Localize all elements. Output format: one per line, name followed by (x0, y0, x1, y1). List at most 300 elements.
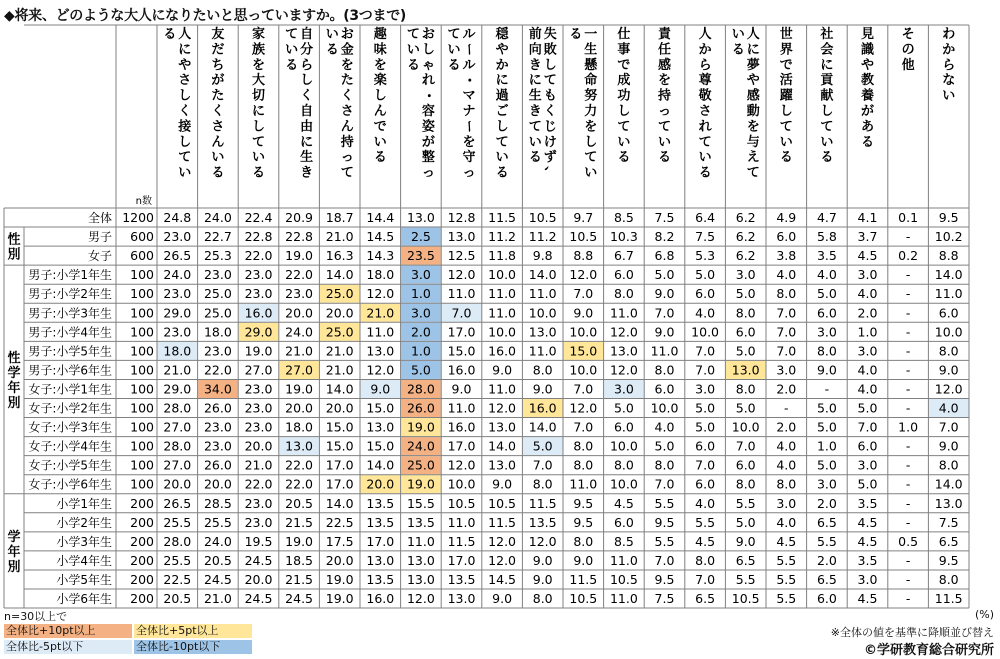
legend-lightblue-label: 全体比-5pt以下 (6, 640, 84, 653)
column-header (529, 26, 558, 179)
column-header-char: く (211, 104, 225, 119)
cell-value: 24.5 (285, 591, 314, 607)
cell-value: 14.0 (325, 381, 354, 397)
cell-value: 12.0 (447, 267, 476, 283)
cell-value: 9.0 (654, 286, 675, 302)
column-header-char: い (584, 165, 598, 181)
column-header-char: あ (860, 119, 875, 135)
column-header-char: ち (211, 57, 225, 73)
cell-value: 17.5 (325, 533, 354, 549)
cell-value: 12.0 (406, 591, 435, 607)
column-header (698, 27, 713, 181)
cell-value: 5.5 (654, 495, 675, 511)
cell-value: 24.5 (203, 571, 232, 587)
row-n: 200 (130, 571, 154, 587)
row-n: 200 (130, 495, 154, 511)
cell-value: 3.0 (776, 362, 797, 378)
column-header-char: 由 (300, 119, 314, 135)
cell-value: 11.5 (488, 514, 517, 530)
cell-value: 4.0 (857, 286, 878, 302)
cell-value: 2.0 (776, 381, 797, 397)
column-header-char: し (617, 104, 631, 119)
cell-value: 10.0 (528, 305, 557, 321)
cell-value: 13.0 (406, 552, 435, 568)
column-header-char: を (251, 57, 266, 73)
cell-value: 4.0 (857, 362, 878, 378)
cell-value: 5.0 (735, 400, 756, 416)
column-header-char: に (495, 73, 509, 89)
row-n: 100 (130, 343, 154, 359)
cell-value: 6.0 (695, 476, 716, 492)
column-header-char: い (178, 165, 192, 181)
cell-value: 9.0 (938, 438, 959, 454)
cell-value: 24.0 (163, 267, 192, 283)
cell-value: 5.0 (613, 400, 634, 416)
cell-value: 4.5 (857, 248, 878, 264)
cell-value: 6.2 (735, 229, 756, 245)
cell-value: 18.0 (285, 419, 314, 435)
cell-value: 5.0 (735, 286, 756, 302)
row-n: 200 (130, 591, 154, 607)
column-header-char: 貢 (820, 73, 834, 89)
cell-value: 5.5 (776, 552, 797, 568)
cell-value: 4.5 (857, 514, 878, 530)
cell-value: 3.5 (816, 248, 837, 264)
column-header-char: 生 (300, 150, 314, 166)
group-label-char: 別 (7, 559, 21, 575)
cell-value: 23.5 (406, 248, 435, 264)
cell-value: 20.0 (163, 476, 192, 492)
cell-value: 6.0 (938, 305, 959, 321)
cell-value: 3.0 (857, 267, 878, 283)
cell-value: 8.8 (573, 248, 594, 264)
cell-value: 20.0 (325, 400, 354, 416)
cell-value: 1.0 (857, 324, 878, 340)
column-header-char: い (820, 134, 834, 150)
cell-value: 4.0 (654, 419, 675, 435)
cell-value: 3.0 (410, 305, 431, 321)
cell-value: - (905, 571, 911, 587)
column-header-char: く (178, 104, 192, 119)
cell-value: 8.0 (938, 571, 959, 587)
cell-value: 8.0 (695, 552, 716, 568)
cell-value: 23.0 (163, 286, 192, 302)
column-header-char: ナ (462, 104, 476, 119)
cell-value: 14.0 (325, 495, 354, 511)
row-label: 女子:小学6年生 (28, 477, 112, 492)
unit-label: (%) (974, 608, 994, 621)
cell-value: 5.5 (776, 571, 797, 587)
row-n: 100 (130, 305, 154, 321)
column-header-char: 人 (746, 27, 760, 42)
cell-value: 28.0 (163, 438, 192, 454)
row-n: 200 (130, 533, 154, 549)
cell-value: 13.0 (488, 457, 517, 473)
group-label-char: 年 (7, 380, 21, 396)
cell-value: - (905, 381, 911, 397)
column-header-char: で (617, 57, 631, 73)
cell-value: 20.5 (203, 552, 232, 568)
column-header-char: い (406, 42, 420, 58)
cell-value: 14.0 (488, 438, 517, 454)
cell-value: 6.0 (735, 324, 756, 340)
row-label: 小学3年生 (56, 534, 112, 549)
column-header-char: 容 (421, 104, 435, 119)
row-n: 100 (130, 438, 154, 454)
column-header-char: ら (942, 57, 956, 73)
column-header-char: て (340, 165, 354, 181)
column-header-char: て (617, 119, 631, 135)
cell-value: 23.0 (244, 419, 273, 435)
column-header (252, 26, 265, 181)
cell-value: - (905, 514, 911, 530)
cell-value: 0.5 (898, 533, 919, 549)
cell-value: 17.0 (447, 552, 476, 568)
row-label: 男子:小学6年生 (28, 363, 112, 378)
cell-value: 10.3 (609, 229, 638, 245)
cell-value: 7.0 (532, 457, 553, 473)
column-header-char: き (528, 57, 542, 73)
cell-value: 18.0 (366, 267, 395, 283)
column-header (860, 26, 875, 150)
row-label: 女子 (87, 249, 112, 264)
row-label: 男子 (87, 230, 112, 245)
row-n: 100 (130, 476, 154, 492)
row-n: 100 (130, 400, 154, 416)
cell-value: 3.0 (410, 267, 431, 283)
column-header (732, 27, 760, 181)
column-header-char: 一 (584, 27, 598, 42)
column-header-char: 事 (617, 42, 631, 58)
cell-value: 15.0 (569, 343, 598, 359)
cell-value: 4.0 (857, 381, 878, 397)
column-header-char: 過 (495, 88, 509, 104)
cell-value: 7.0 (573, 419, 594, 435)
cell-value: 10.5 (609, 571, 638, 587)
column-header-char: だ (211, 42, 225, 58)
cell-value: 11.0 (528, 343, 557, 359)
cell-value: 21.0 (325, 362, 354, 378)
column-header-char: 社 (820, 27, 834, 42)
cell-value: 14.0 (934, 267, 963, 283)
cell-value: 6.5 (735, 552, 756, 568)
column-header-char: 楽 (373, 73, 387, 89)
column-header-char: て (285, 27, 299, 42)
group-label-char: 年 (7, 544, 21, 560)
column-header-char: て (584, 150, 598, 166)
column-header-char: 世 (779, 27, 793, 42)
cell-value: 3.0 (857, 457, 878, 473)
cell-value: - (905, 286, 911, 302)
cell-value: 4.0 (938, 400, 959, 416)
cell-value: 13.0 (366, 343, 395, 359)
column-header-char: 与 (746, 134, 760, 150)
cell-value: 5.5 (816, 533, 837, 549)
cell-value: 10.0 (488, 267, 517, 283)
cell-value: 11.0 (569, 476, 598, 492)
column-header-char: じ (543, 119, 557, 135)
column-header-char: が (211, 73, 225, 89)
column-header-char: 養 (860, 88, 875, 104)
cell-value: 19.5 (244, 533, 273, 549)
cell-value: 6.0 (613, 419, 634, 435)
cell-value: 9.5 (654, 514, 675, 530)
column-header-char: を (584, 119, 598, 135)
cell-value: 10.5 (569, 591, 598, 607)
cell-value: - (905, 476, 911, 492)
cell-value: 7.0 (573, 286, 594, 302)
column-header-char: ー (461, 42, 476, 56)
column-header-char: も (543, 88, 557, 104)
group-label-char: 学 (7, 529, 21, 545)
column-header-char: 界 (779, 42, 793, 58)
column-header-char: か (698, 42, 712, 58)
cell-value: 20.0 (325, 305, 354, 321)
column-header-char: 切 (251, 88, 266, 104)
cell-value: 11.2 (488, 229, 517, 245)
cell-value: 8.0 (573, 438, 594, 454)
group-label-char: 別 (7, 247, 21, 263)
cell-value: 19.0 (244, 343, 273, 359)
cell-value: 10.5 (528, 210, 557, 226)
column-header-char: し (820, 104, 834, 119)
cell-value: 26.5 (163, 495, 192, 511)
cell-value: 12.0 (569, 400, 598, 416)
cell-value: 5.0 (816, 400, 837, 416)
cell-value: 9.0 (532, 571, 553, 587)
cell-value: 9.5 (938, 210, 959, 226)
cell-value: 4.5 (776, 533, 797, 549)
column-header-char: っ (657, 104, 672, 119)
group-label-char: 別 (7, 395, 21, 411)
cell-value: 5.0 (695, 419, 716, 435)
cell-value: 5.0 (816, 457, 837, 473)
cell-value: 28.0 (163, 533, 192, 549)
cell-value: 5.0 (654, 438, 675, 454)
cell-value: 24.0 (406, 438, 435, 454)
column-header-char: け (543, 134, 557, 150)
cell-value: 3.5 (857, 552, 878, 568)
cell-value: 13.0 (406, 210, 435, 226)
cell-value: - (905, 267, 911, 283)
column-header-char: 守 (462, 150, 476, 166)
cell-value: 16.0 (447, 419, 476, 435)
cell-value: 8.5 (613, 210, 634, 226)
cell-value: 26.0 (203, 400, 232, 416)
cell-value: 5.8 (816, 229, 837, 245)
cell-value: 11.0 (406, 533, 435, 549)
cell-value: 17.0 (366, 533, 395, 549)
cell-value: 18.7 (325, 210, 354, 226)
cell-value: 21.0 (163, 362, 192, 378)
column-header-char: し (495, 119, 509, 135)
cell-value: 21.0 (366, 305, 395, 321)
column-header-char: て (495, 134, 509, 150)
column-header-char: 献 (820, 88, 834, 104)
row-n: 200 (130, 552, 154, 568)
column-header-char: 努 (584, 88, 598, 104)
cell-value: 29.0 (244, 324, 273, 340)
column-header-char: 姿 (421, 119, 435, 135)
column-header-char: 分 (300, 42, 314, 58)
cell-value: 25.5 (163, 514, 192, 530)
column-header-char: 整 (421, 150, 435, 166)
cell-value: 10.0 (731, 419, 760, 435)
cell-value: 19.0 (325, 591, 354, 607)
column-header-char: 会 (820, 42, 834, 58)
column-header-char: を (657, 73, 672, 89)
cell-value: 7.0 (776, 324, 797, 340)
cell-value: 8.0 (532, 476, 553, 492)
cell-value: 21.0 (325, 229, 354, 245)
cell-value: 20.0 (285, 305, 314, 321)
cell-value: 20.0 (285, 400, 314, 416)
cell-value: 6.0 (735, 457, 756, 473)
column-header-char: る (251, 165, 266, 181)
cell-value: 8.0 (532, 591, 553, 607)
cell-value: 9.0 (938, 362, 959, 378)
cell-value: 23.0 (203, 419, 232, 435)
cell-value: 8.0 (735, 381, 756, 397)
cell-value: 23.0 (244, 381, 273, 397)
column-header (495, 26, 510, 181)
row-label: 小学2年生 (56, 515, 112, 530)
sort-note: ※全体の値を基準に降順並び替え (830, 626, 994, 639)
cell-value: 14.0 (528, 267, 557, 283)
cell-value: 7.0 (695, 362, 716, 378)
cell-value: 16.0 (488, 343, 517, 359)
column-header-char: に (300, 134, 314, 150)
cell-value: 5.5 (735, 571, 756, 587)
row-label: 男子:小学4年生 (28, 325, 112, 340)
cell-value: 22.5 (163, 571, 192, 587)
legend-orange (4, 624, 98, 638)
cell-value: 0.2 (898, 248, 919, 264)
cell-value: 26.0 (203, 457, 232, 473)
cell-value: 10.0 (609, 438, 638, 454)
row-label: 全体 (87, 211, 112, 226)
row-label: 女子:小学1年生 (28, 382, 112, 397)
column-header (819, 26, 834, 165)
cell-value: 16.3 (325, 248, 354, 264)
cell-value: 6.0 (857, 438, 878, 454)
cell-value: 5.0 (532, 438, 553, 454)
cell-value: 11.5 (569, 571, 598, 587)
cell-value: 4.7 (816, 210, 837, 226)
column-header-char: お (421, 27, 435, 42)
row-label: 小学1年生 (56, 496, 112, 511)
cell-value: 10.5 (488, 495, 517, 511)
cell-value: 13.5 (528, 514, 557, 530)
column-header-char: 金 (340, 42, 354, 58)
cell-value: 19.0 (285, 248, 314, 264)
column-header-char: に (251, 104, 266, 119)
row-label: 女子:小学4年生 (28, 439, 112, 454)
cell-value: 15.0 (325, 438, 354, 454)
column-header-char: い (942, 88, 956, 104)
cell-value: 9.0 (735, 533, 756, 549)
n-header: n数 (135, 196, 152, 207)
cell-value: 7.0 (573, 381, 594, 397)
cell-value: 5.5 (776, 591, 797, 607)
column-header-char: い (447, 42, 461, 58)
column-header-char: ん (340, 119, 354, 135)
cell-value: 22.0 (285, 476, 314, 492)
column-header-char: ・ (461, 73, 476, 87)
column-header-char: に (178, 42, 192, 58)
row-n: 100 (130, 457, 154, 473)
cell-value: 13.0 (447, 229, 476, 245)
column-header-char: い (211, 150, 225, 166)
row-label: 小学4年生 (56, 553, 112, 568)
cell-value: 14.0 (528, 419, 557, 435)
column-header-char: る (211, 165, 225, 181)
cell-value: 8.0 (776, 476, 797, 492)
row-label: 小学5年生 (56, 572, 112, 587)
cell-value: 1.0 (410, 343, 431, 359)
cell-value: 15.5 (406, 495, 435, 511)
column-header-char: る (163, 27, 177, 42)
column-header-char: し (178, 88, 192, 104)
column-header-char: る (285, 57, 299, 73)
cell-value: 6.0 (816, 591, 837, 607)
cell-value: 4.1 (857, 210, 878, 226)
column-header-char: 失 (543, 27, 557, 42)
cell-value: 12.0 (488, 552, 517, 568)
cell-value: 3.7 (857, 229, 878, 245)
column-header-char: ・ (420, 89, 436, 103)
cell-value: 8.5 (613, 533, 634, 549)
column-header-char: る (779, 150, 793, 166)
cell-value: 10.0 (934, 324, 963, 340)
cell-value: 13.5 (366, 495, 395, 511)
cell-value: 1.0 (898, 419, 919, 435)
cell-value: 7.0 (938, 419, 959, 435)
column-header-char: 功 (617, 88, 631, 104)
cell-value: 8.0 (532, 362, 553, 378)
cell-value: 22.8 (244, 229, 273, 245)
cell-value: 11.5 (488, 210, 517, 226)
cell-value: 21.5 (285, 514, 314, 530)
cell-value: 7.0 (451, 305, 472, 321)
column-header-char: る (820, 150, 834, 166)
row-label: 男子:小学1年生 (28, 268, 112, 283)
cell-value: 5.0 (654, 267, 675, 283)
cell-value: 20.5 (163, 591, 192, 607)
cell-value: 17.0 (325, 476, 354, 492)
cell-value: 11.5 (934, 591, 963, 607)
cell-value: 5.0 (857, 476, 878, 492)
cell-value: 4.5 (857, 533, 878, 549)
column-header (569, 27, 598, 181)
cell-value: 3.8 (776, 248, 797, 264)
cell-value: 23.0 (244, 514, 273, 530)
column-header-char: 向 (528, 42, 542, 58)
cell-value: 13.0 (406, 571, 435, 587)
row-label: 女子:小学3年生 (28, 420, 112, 435)
cell-value: 34.0 (203, 381, 232, 397)
cell-value: 2.0 (410, 324, 431, 340)
column-header-char: し (251, 119, 266, 135)
cell-value: 4.5 (613, 495, 634, 511)
column-header-char: る (860, 134, 875, 150)
cell-value: 6.0 (816, 305, 837, 321)
column-header-char: て (698, 134, 712, 150)
cell-value: 9.0 (532, 552, 553, 568)
cell-value: 8.0 (776, 286, 797, 302)
chart-title: ◆将来、どのような大人になりたいと思っていますか。(3つまで) (4, 8, 407, 24)
column-header-char: お (340, 27, 354, 42)
